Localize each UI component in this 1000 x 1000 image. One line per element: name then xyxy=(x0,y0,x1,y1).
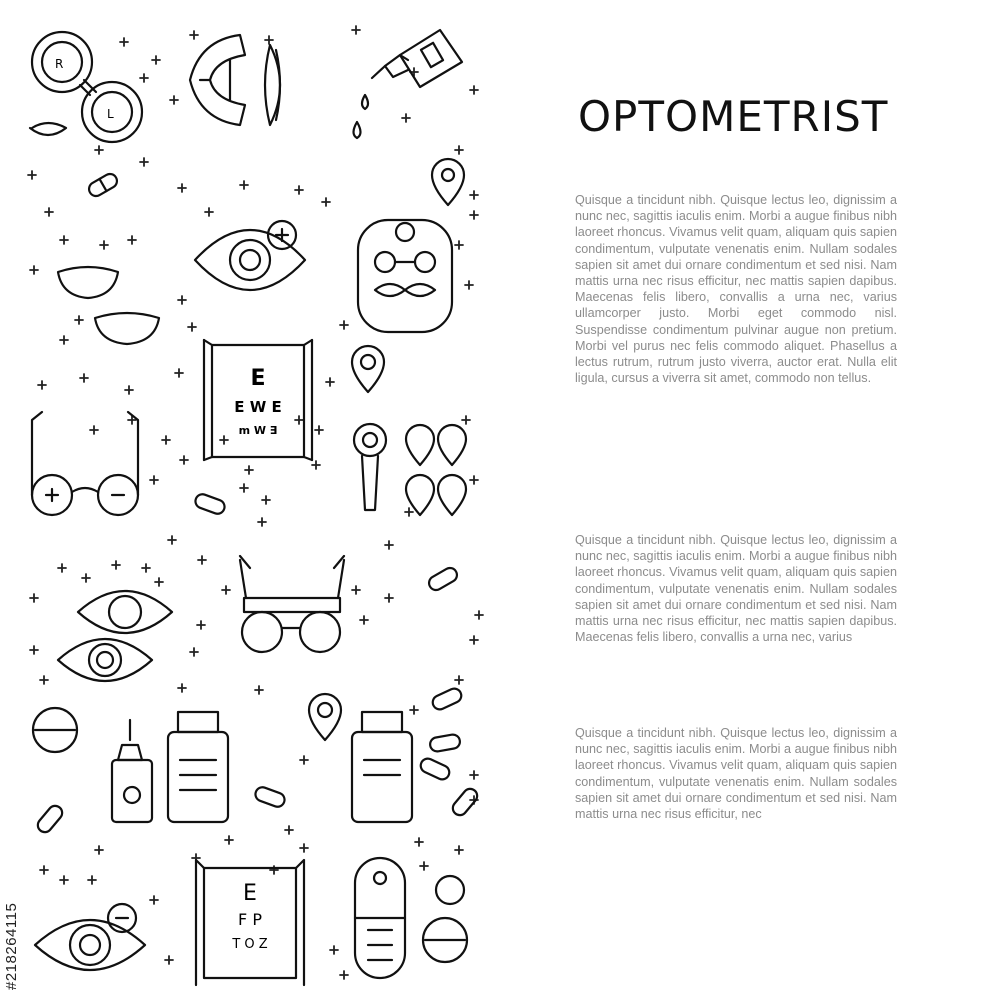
paragraph-2: Quisque a tincidunt nibh. Quisque lectus leo, dignissim a nunc nec, sagittis iaculis enim. Morbi a augue finibus nibh laoreet rhoncus. Vivamus velit quam, aliquam quis sapien condimentum, vulputate venenatis enim. Nullam sodales sapien sit amet dui ornare condimentum et sed nisi. Nam mattis urna nec risus efficitur, nec mattis sapien dapibus. Maecenas felis libero, convallis a urna nec, varius xyxy=(575,533,897,645)
dropper-bottle-icon xyxy=(112,720,152,822)
eye-chart-2-row-3: T O Z xyxy=(232,937,268,952)
eye-plus-icon xyxy=(195,221,305,290)
eyes-with-lenses-icon xyxy=(58,591,172,681)
page-title: OPTOMETRIST xyxy=(578,92,889,141)
doctor-icon xyxy=(358,220,452,332)
eye-chart-row-2: E W E xyxy=(234,398,282,416)
glasses-icon xyxy=(32,412,138,515)
eye-drops-icon xyxy=(354,30,463,138)
eye-minus-icon xyxy=(35,904,145,970)
trial-frame-icon xyxy=(240,556,344,652)
sparkle-pattern xyxy=(28,26,483,979)
large-capsule-icon xyxy=(355,858,405,978)
eye-chart-2-row-2: F P xyxy=(238,910,262,929)
eye-chart-row-1: E xyxy=(250,366,266,391)
capsule-icon xyxy=(35,171,480,835)
eye-chart-2-row-1: E xyxy=(243,881,257,906)
medicine-bottle-icon xyxy=(168,712,412,822)
paragraph-1: Quisque a tincidunt nibh. Quisque lectus leo, dignissim a nunc nec, sagittis iaculis enim. Morbi a augue finibus nibh laoreet rhoncus. Vivamus velit quam, aliquam quis sapien condimentum, vulputate venenatis enim. Nullam sodales sapien sit amet dui ornare condimentum et sed nisi. Nam mattis urna nec risus efficitur, nec mattis sapien dapibus. Maecenas felis libero, convallis a urna nec, varius ullamcorper justo. Morbi eget commodo nisl. Suspendisse condimentum pulvinar augue non pretium. Morbi vel purus nec felis commodo aliquet. Phasellus a lectus rutrum, rutrum justo viverra, auctor erat. Nulla elit ligula, cursus a viverra sit amet, commodo non tellus. xyxy=(575,193,897,386)
paragraph-3: Quisque a tincidunt nibh. Quisque lectus leo, dignissim a nunc nec, sagittis iaculis enim. Morbi a augue finibus nibh laoreet rhoncus. Vivamus velit quam, aliquam quis sapien condimentum, vulputate venenatis enim. Nullam sodales sapien sit amet dui ornare condimentum et sed nisi. Nam mattis urna nec risus efficitur, nec xyxy=(575,726,897,822)
lens-case-icon xyxy=(30,32,142,142)
contact-lens-icon xyxy=(58,267,159,344)
stock-id-watermark: #218264115 xyxy=(3,902,20,990)
eye-anatomy-icon xyxy=(190,35,280,125)
ophthalmoscope-icon xyxy=(354,424,466,515)
eye-chart-row-3: m W ∃ xyxy=(238,424,278,437)
case-label-right: R xyxy=(55,57,64,71)
case-label-left: L xyxy=(107,107,114,121)
